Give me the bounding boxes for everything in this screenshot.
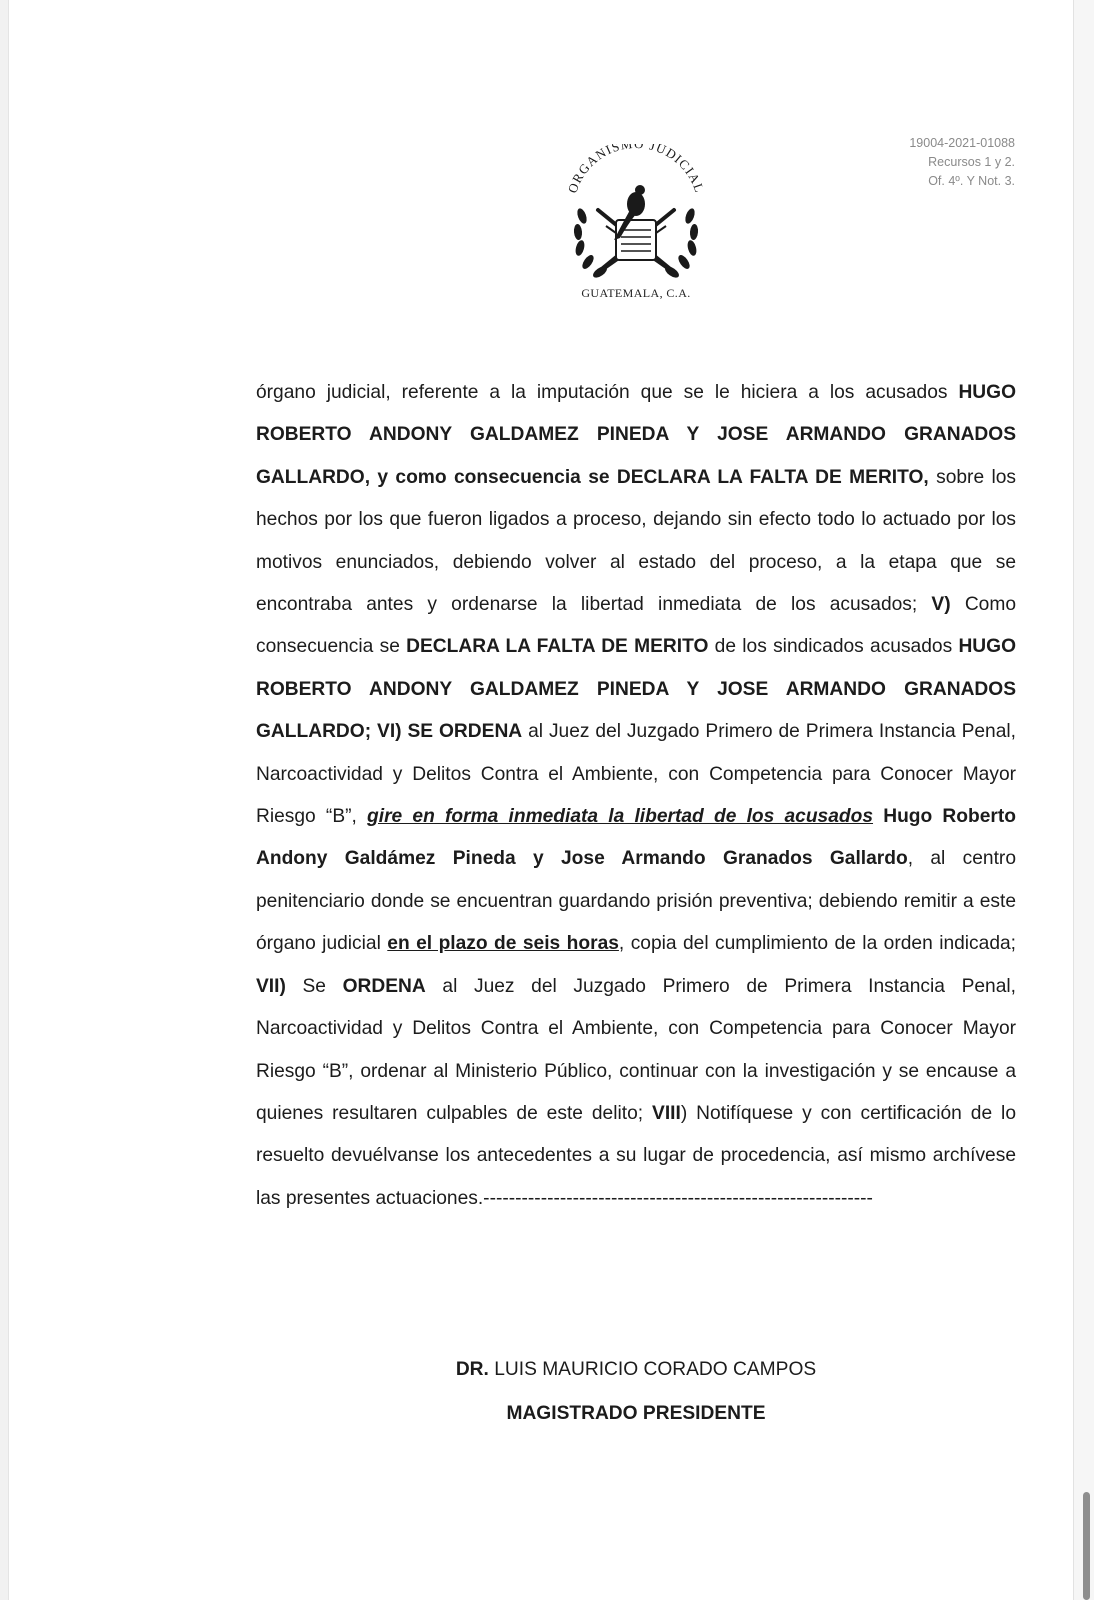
text-span [873,806,883,827]
seal-arc-text: ORGANISM JUDICIAL [564,144,708,195]
resolution-paragraph [256,372,1016,1220]
text-span: sobre los hechos por los que fueron ligados a proceso, dejando sin efecto todo lo actuado por los motivos enunciados, debiendo volver al estado del proceso, a la etapa que se encontraba antes y ordenarse la libertad inmediata de los acusados; [256,466,1016,616]
signer-prefix: DR. [455,1359,489,1380]
falta-merito-bold: DECLARA LA FALTA DE MERITO [406,636,709,658]
text-span: , al centro penitenciario donde se encuentran guardando prisión preventiva; debiendo remitir a este órgano judicial [256,848,1016,955]
page-left-edge [0,0,9,1600]
resolution-body [256,372,1016,1220]
seal-caption: GUATEMALA, C.A. [581,286,691,300]
text-span: ) Notifíquese y con certificación de lo resuelto devuélvanse los antecedentes a su lugar de procedencia, así mismo archívese las presentes actuaciones.------------------------------------------------------------- [256,1102,1016,1209]
signature-block [256,1348,1016,1436]
signer-full-name: LUIS MAURICIO CORADO CAMPOS [488,1359,817,1380]
signer-name [256,1348,1016,1392]
clause-vii-marker: VII) [256,975,286,997]
accused-names-order-bold: HUGO ROBERTO ANDONY GALDAMEZ PINEDA Y JOSE ARMANDO GRANADOS GALLARDO; VI) SE ORDENA [256,636,1017,743]
case-reference [860,134,1015,191]
clause-viii-marker: VIII [652,1102,681,1124]
release-order-emphasis: gire en forma inmediata la libertad de los acusados [367,806,874,828]
ordena-bold: ORDENA [342,975,426,997]
text-span: , copia del cumplimiento de la orden indicada; [618,933,1016,955]
text-span: al Juez del Juzgado Primero de Primera Instancia Penal, Narcoactividad y Delitos Contra el Ambiente, con Competencia para Conocer Mayor Riesgo “B”, [256,721,1016,828]
case-notification: Of. 4º. Y Not. 3. [928,174,1015,188]
text-span: al Juez del Juzgado Primero de Primera Instancia Penal, Narcoactividad y Delitos Contra el Ambiente, con Competencia para Conocer Mayor Riesgo “B”, ordenar al Ministerio Público, continuar con la investigación y se encause a quienes resultaren culpables de este delito; [256,975,1016,1124]
text-span: órgano judicial, referente a la imputación que se le hiciera a los acusados [256,382,959,403]
signer-title: MAGISTRADO PRESIDENTE [506,1403,766,1424]
deadline-emphasis: en el plazo de seis horas [387,933,619,955]
case-number: 19004-2021-01088 [909,136,1015,150]
text-span: Se [285,975,343,997]
scrollbar-track[interactable] [1073,0,1094,1600]
scrollbar-thumb[interactable] [1083,1492,1090,1600]
clause-v-marker: V) [931,594,951,616]
text-span: de los sindicados acusados [708,636,959,658]
case-recursos: Recursos 1 y 2. [928,155,1015,169]
text-span: Como consecuencia se [256,594,1016,658]
organismo-judicial-seal [556,144,716,304]
guatemala-coat-of-arms-icon [556,144,716,304]
accused-names-bold: HUGO ROBERTO ANDONY GALDAMEZ PINEDA Y JOSE ARMANDO GRANADOS GALLARDO, y como consecuencia se DECLARA LA FALTA DE MERITO, [256,382,1016,488]
accused-names-proper-bold: Hugo Roberto Andony Galdámez Pineda y Jose Armando Granados Gallardo [256,806,1016,870]
